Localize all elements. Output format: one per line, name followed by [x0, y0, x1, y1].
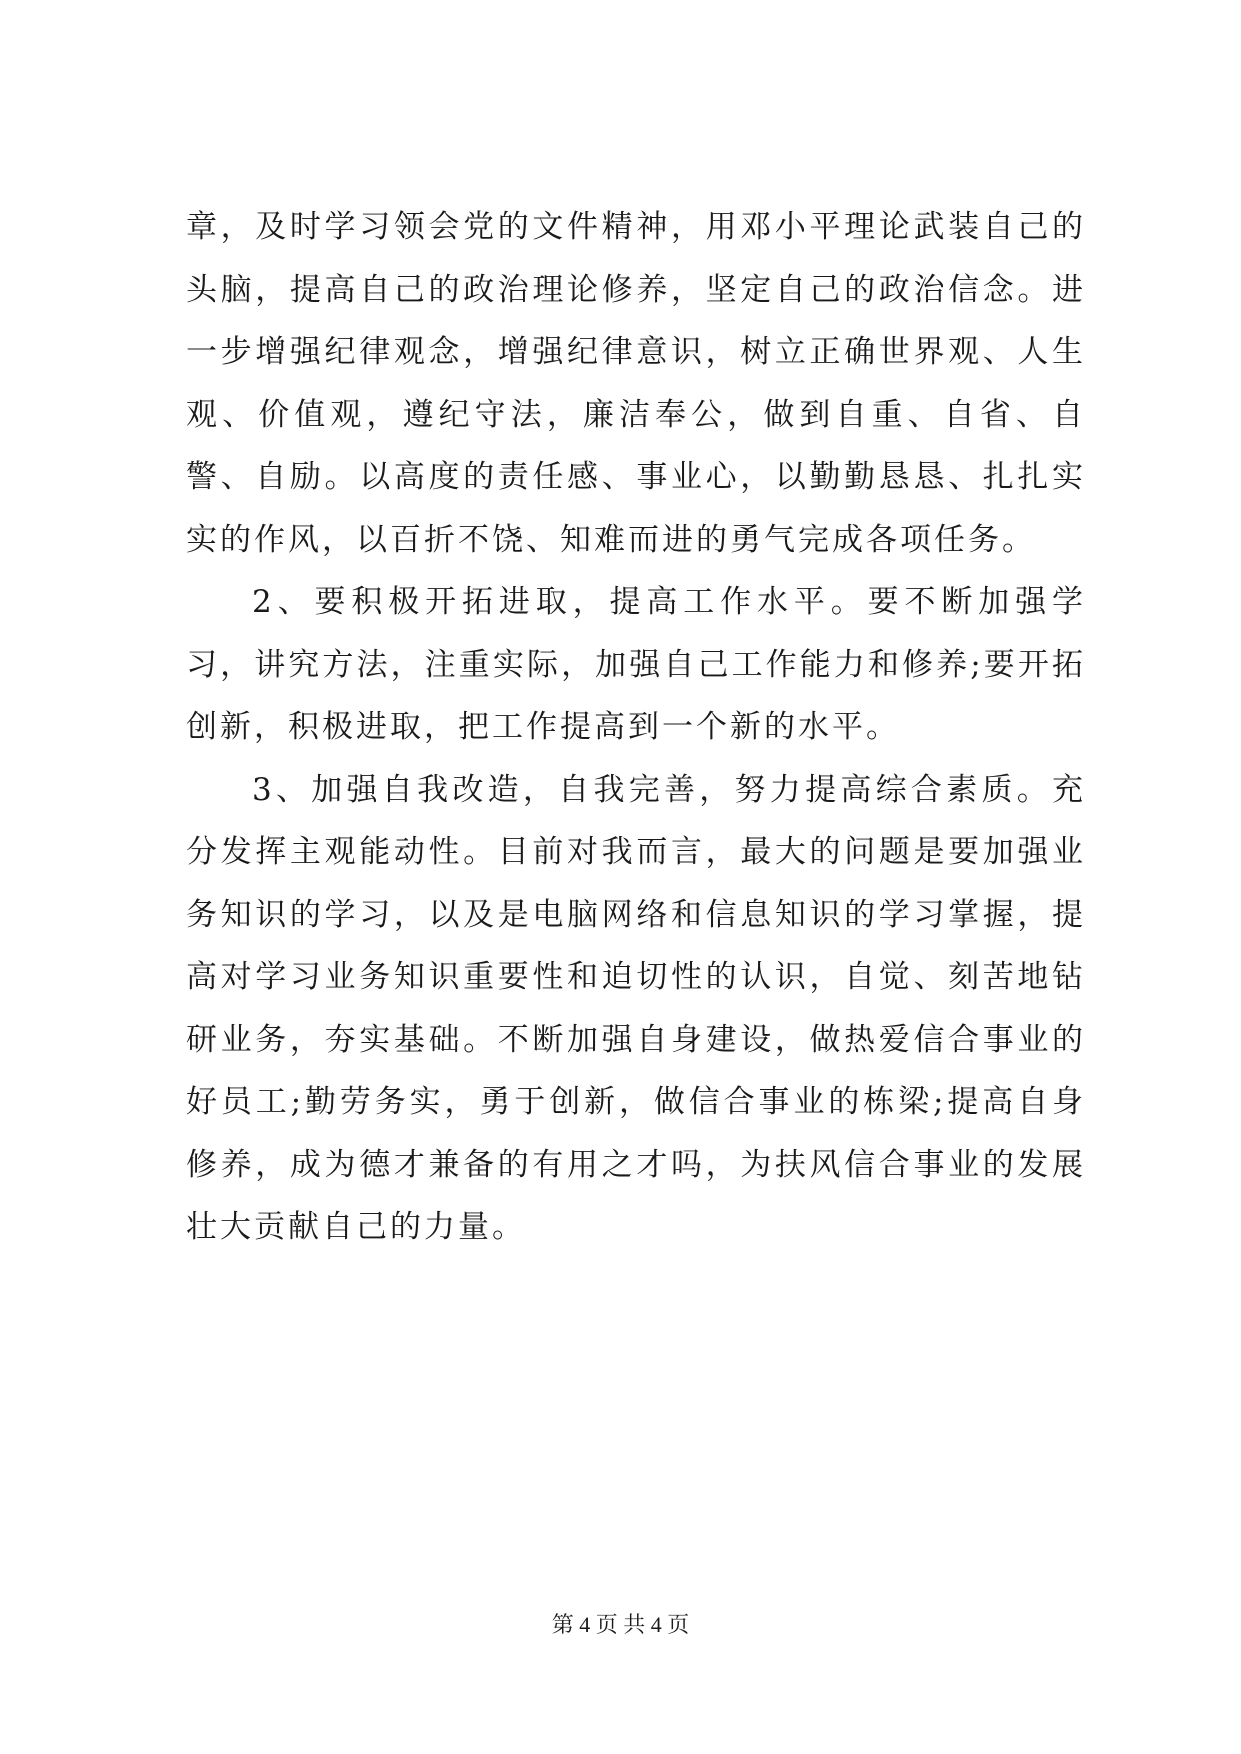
- page-footer: 第 4 页 共 4 页: [551, 1612, 690, 1637]
- paragraph-2: 2、要积极开拓进取，提高工作水平。要不断加强学习，讲究方法，注重实际，加强自己工作能力和修养;要开拓创新，积极进取，把工作提高到一个新的水平。: [186, 584, 1086, 745]
- paragraph-1: 章，及时学习领会党的文件精神，用邓小平理论武装自己的头脑，提高自己的政治理论修养，坚定自己的政治信念。进一步增强纪律观念，增强纪律意识，树立正确世界观、人生观、价值观，遵纪守法，廉洁奉公，做到自重、自省、自警、自励。以高度的责任感、事业心，以勤勤恳恳、扎扎实实的作风，以百折不饶、知难而进的勇气完成各项任务。: [186, 209, 1086, 558]
- paragraph-3: 3、加强自我改造，自我完善，努力提高综合素质。充分发挥主观能动性。目前对我而言，最大的问题是要加强业务知识的学习，以及是电脑网络和信息知识的学习掌握，提高对学习业务知识重要性和迫切性的认识，自觉、刻苦地钻研业务，夯实基础。不断加强自身建设，做热爱信合事业的好员工;勤劳务实，勇于创新，做信合事业的栋梁;提高自身修养，成为德才兼备的有用之才吗，为扶风信合事业的发展壮大贡献自己的力量。: [186, 771, 1086, 1245]
- document-body: [186, 196, 1086, 1259]
